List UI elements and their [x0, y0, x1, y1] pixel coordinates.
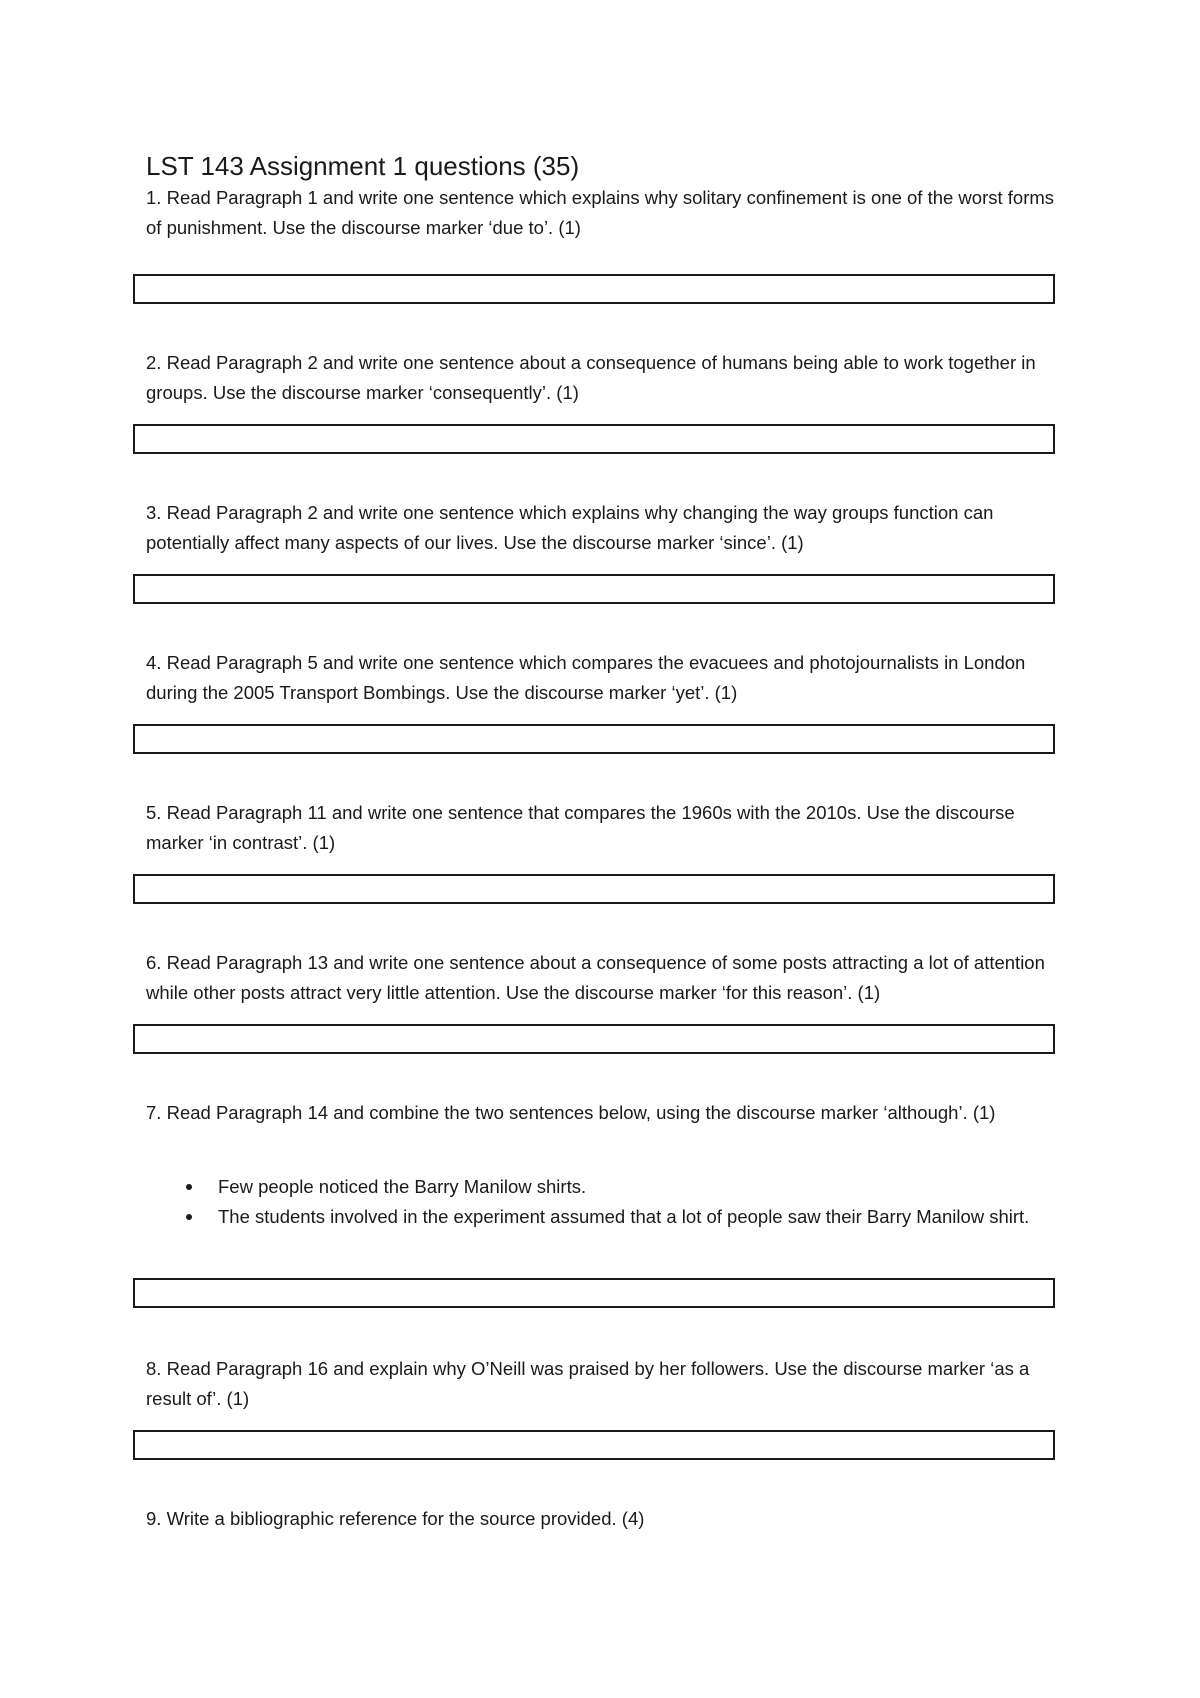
- question-number: 1.: [146, 187, 162, 208]
- list-item: [146, 1172, 1046, 1202]
- question-number: 6.: [146, 952, 162, 973]
- answer-box-2[interactable]: [133, 424, 1055, 454]
- question-text: Read Paragraph 1 and write one sentence which explains why solitary confinement is one of the worst forms of punishment. Use the discourse marker ‘due to’. (1): [146, 187, 1055, 238]
- question-7: [146, 1098, 1066, 1128]
- answer-box-4[interactable]: [133, 724, 1055, 754]
- question-number: 9.: [146, 1508, 162, 1529]
- question-text: Write a bibliographic reference for the source provided. (4): [166, 1508, 645, 1529]
- answer-box-8[interactable]: [133, 1430, 1055, 1460]
- question-number: 3.: [146, 502, 162, 523]
- question-2: [146, 348, 1066, 408]
- question-text: Read Paragraph 14 and combine the two sentences below, using the discourse marker ‘although’. (1): [166, 1102, 996, 1123]
- question-text: Read Paragraph 2 and write one sentence which explains why changing the way groups function can potentially affect many aspects of our lives. Use the discourse marker ‘since’. (1): [146, 502, 994, 553]
- bullet-text: The students involved in the experiment assumed that a lot of people saw their Barry Manilow shirt.: [218, 1206, 1030, 1227]
- answer-box-5[interactable]: [133, 874, 1055, 904]
- question-number: 7.: [146, 1102, 162, 1123]
- question-number: 4.: [146, 652, 162, 673]
- answer-box-7[interactable]: [133, 1278, 1055, 1308]
- list-item: [146, 1202, 1046, 1232]
- question-number: 2.: [146, 352, 162, 373]
- question-number: 8.: [146, 1358, 162, 1379]
- page-title: LST 143 Assignment 1 questions (35): [146, 151, 580, 181]
- answer-box-6[interactable]: [133, 1024, 1055, 1054]
- answer-box-1[interactable]: [133, 274, 1055, 304]
- question-6: [146, 948, 1066, 1008]
- bullet-icon: [186, 1184, 192, 1190]
- question-text: Read Paragraph 2 and write one sentence about a consequence of humans being able to work together in groups. Use the discourse marker ‘consequently’. (1): [146, 352, 1036, 403]
- question-4: [146, 648, 1066, 708]
- question-5: [146, 798, 1066, 858]
- question-text: Read Paragraph 5 and write one sentence which compares the evacuees and photojournalists in London during the 2005 Transport Bombings. Use the discourse marker ‘yet’. (1): [146, 652, 1026, 703]
- answer-box-3[interactable]: [133, 574, 1055, 604]
- question-number: 5.: [146, 802, 162, 823]
- question-7-bullets: [146, 1172, 1046, 1232]
- question-8: [146, 1354, 1066, 1414]
- question-9: [146, 1504, 1066, 1534]
- bullet-text: Few people noticed the Barry Manilow shirts.: [218, 1176, 587, 1197]
- question-text: Read Paragraph 11 and write one sentence that compares the 1960s with the 2010s. Use the discourse marker ‘in contrast’. (1): [146, 802, 1015, 853]
- question-text: Read Paragraph 16 and explain why O’Neill was praised by her followers. Use the discourse marker ‘as a result of’. (1): [146, 1358, 1030, 1409]
- question-1: [146, 183, 1066, 243]
- question-text: Read Paragraph 13 and write one sentence about a consequence of some posts attracting a lot of attention while other posts attract very little attention. Use the discourse marker ‘for this reason’. (1): [146, 952, 1045, 1003]
- question-3: [146, 498, 1066, 558]
- bullet-icon: [186, 1214, 192, 1220]
